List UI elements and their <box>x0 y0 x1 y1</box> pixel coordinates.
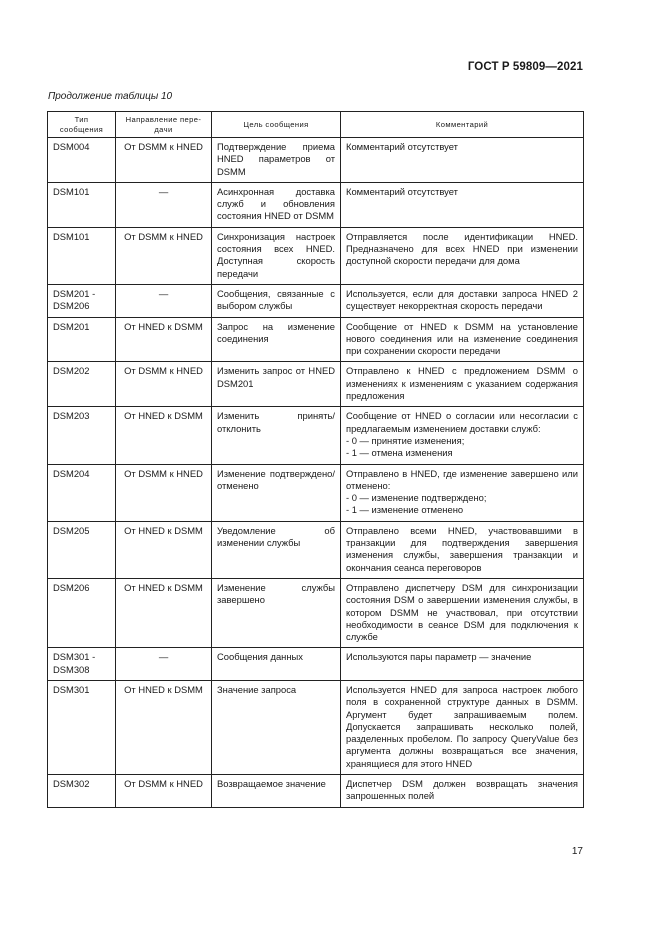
page-number: 17 <box>571 846 583 857</box>
message-type-cell: DSM206 <box>48 578 116 647</box>
direction-cell: От DSMM к HNED <box>116 362 212 407</box>
direction-cell: От HNED к DSMM <box>116 407 212 464</box>
purpose-cell: Сообщения данных <box>212 648 341 681</box>
column-header-comment: Комментарий <box>341 112 584 138</box>
purpose-cell: Изменение подтверждено/отменено <box>212 464 341 521</box>
column-header-direction: Направление пере-дачи <box>116 112 212 138</box>
comment-text: Сообщение от HNED о согласии или несогласии с предлагаемым изменением доставки служб: <box>346 410 578 434</box>
message-type-cell: DSM205 <box>48 521 116 578</box>
comment-text: Отправляется после идентификации HNED. Предназначено для всех HNED при изменении доступной скорости передачи для дома <box>346 230 578 267</box>
comment-cell <box>341 284 584 317</box>
comment-text: Комментарий отсутствует <box>346 185 458 197</box>
purpose-cell: Изменить запрос от HNED DSM201 <box>212 362 341 407</box>
comment-text: Отправлено всеми HNED, участвовавшими в транзакции для подтверждения завершения изменения службы, завершения транзакции и окончания сеанса переговоров <box>346 524 578 573</box>
comment-cell <box>341 775 584 808</box>
message-type-cell: DSM101 <box>48 227 116 284</box>
direction-cell: — <box>116 648 212 681</box>
message-type-cell: DSM302 <box>48 775 116 808</box>
table-row <box>48 227 584 284</box>
message-type-cell: DSM204 <box>48 464 116 521</box>
direction-cell: От HNED к DSMM <box>116 521 212 578</box>
direction-cell: От DSMM к HNED <box>116 464 212 521</box>
standard-identifier: ГОСТ Р 59809—2021 <box>467 61 583 73</box>
comment-text: Диспетчер DSM должен возвращать значения запрошенных полей <box>346 778 578 802</box>
purpose-cell: Сообщения, связанные с выбором службы <box>212 284 341 317</box>
comment-text: Используются пары параметр — значение <box>346 651 532 663</box>
table-row <box>48 407 584 464</box>
table-row <box>48 362 584 407</box>
table-body <box>48 138 584 808</box>
direction-cell: — <box>116 284 212 317</box>
comment-cell <box>341 362 584 407</box>
comment-text: Используется, если для доставки запроса HNED 2 существует некорректная скорость передачи <box>346 287 578 312</box>
comment-cell <box>341 317 584 362</box>
comment-cell <box>341 407 584 464</box>
purpose-cell: Уведомление об изменении службы <box>212 521 341 578</box>
comment-cell <box>341 182 584 227</box>
table-row <box>48 138 584 183</box>
purpose-cell: Значение запроса <box>212 680 341 774</box>
direction-cell: От HNED к DSMM <box>116 680 212 774</box>
message-type-cell: DSM203 <box>48 407 116 464</box>
table-header-row <box>48 112 584 138</box>
purpose-cell: Подтверждение приема HNED параметров от DSMM <box>212 138 341 183</box>
table-row <box>48 775 584 808</box>
direction-cell: От DSMM к HNED <box>116 138 212 183</box>
comment-list-item: - 1 — изменение отменено <box>346 504 464 516</box>
comment-cell <box>341 680 584 774</box>
comment-list-item: - 0 — принятие изменения; <box>346 434 465 446</box>
comment-text: Комментарий отсутствует <box>346 141 458 152</box>
comment-text: Сообщение от HNED к DSMM на установление нового соединения или на изменение соединения при сохранении скорости передачи <box>346 320 578 357</box>
purpose-cell: Изменить принять/отклонить <box>212 407 341 464</box>
direction-cell: От DSMM к HNED <box>116 227 212 284</box>
message-type-cell: DSM301 <box>48 680 116 774</box>
message-type-cell: DSM101 <box>48 182 116 227</box>
message-type-cell: DSM004 <box>48 138 116 183</box>
comment-text: Отправлено в HNED, где изменение завершено или отменено: <box>346 467 578 491</box>
table-row <box>48 578 584 647</box>
direction-cell: От HNED к DSMM <box>116 317 212 362</box>
table-row <box>48 182 584 227</box>
comment-cell <box>341 138 584 183</box>
message-type-cell: DSM201 <box>48 317 116 362</box>
direction-cell: От HNED к DSMM <box>116 578 212 647</box>
table-row <box>48 284 584 317</box>
message-type-cell: DSM201 - DSM206 <box>48 284 116 317</box>
comment-text: Отправлено диспетчеру DSM для синхронизации состояния DSM о завершении изменения службы, в котором DSMM не участвовал, при отсутствии необходимости в сеансе DSM для подключения к службе <box>346 581 578 643</box>
comment-list-item: - 0 — изменение подтверждено; <box>346 492 487 504</box>
purpose-cell: Синхронизация настроек состояния всех HNED. Доступная скорость передачи <box>212 227 341 284</box>
table-continuation-title: Продолжение таблицы 10 <box>48 91 173 102</box>
comment-text: Отправлено к HNED с предложением DSMM о изменениях к изменениям с указанием содержания предложения <box>346 365 578 402</box>
message-table <box>47 111 584 808</box>
table-row <box>48 521 584 578</box>
purpose-cell: Возвращаемое значение <box>212 775 341 808</box>
comment-cell <box>341 648 584 681</box>
purpose-cell: Асинхронная доставка служб и обновления состояния HNED от DSMM <box>212 182 341 227</box>
direction-cell: — <box>116 182 212 227</box>
direction-cell: От DSMM к HNED <box>116 775 212 808</box>
column-header-purpose: Цель сообщения <box>212 112 341 138</box>
message-type-cell: DSM301 - DSM308 <box>48 648 116 681</box>
comment-list-item: - 1 — отмена изменения <box>346 447 453 459</box>
table-row <box>48 464 584 521</box>
comment-cell <box>341 521 584 578</box>
purpose-cell: Изменение службы завершено <box>212 578 341 647</box>
table-row <box>48 680 584 774</box>
comment-cell <box>341 464 584 521</box>
purpose-cell: Запрос на изменение соединения <box>212 317 341 362</box>
table-row <box>48 317 584 362</box>
column-header-type: Тип сообщения <box>48 112 116 138</box>
comment-text: Используется HNED для запроса настроек любого поля в сохраненной структуре данных в DSMM. Аргумент будет запрашиваемым полем. Допускается запрашивать несколько полей, разделенных пробелом. По запросу QueryValue без аргумента должны возвращаться все значения, хранящиеся для этого HNED <box>346 683 578 769</box>
comment-cell <box>341 578 584 647</box>
comment-cell <box>341 227 584 284</box>
message-type-cell: DSM202 <box>48 362 116 407</box>
table-row <box>48 648 584 681</box>
